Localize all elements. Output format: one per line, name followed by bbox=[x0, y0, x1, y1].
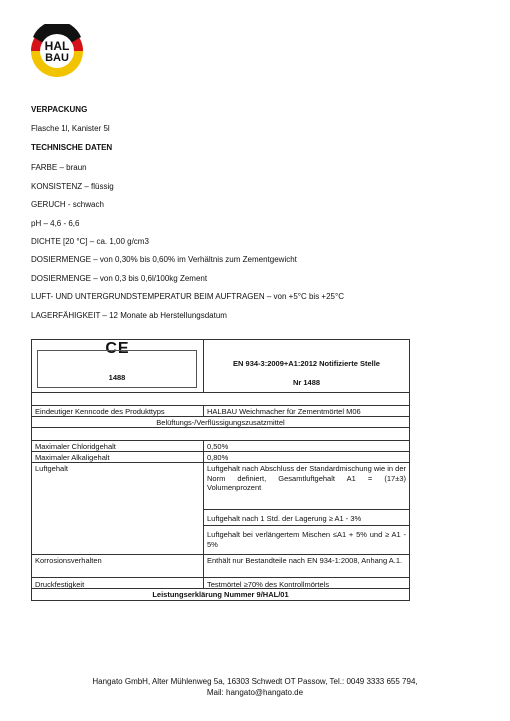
tech-heading: TECHNISCHE DATEN bbox=[31, 143, 113, 152]
tech-item-temperature: LUFT- UND UNTERGRUNDSTEMPERATUR BEIM AUFTRAGEN – von +5°C bis +25°C bbox=[31, 292, 344, 301]
packaging-text: Flasche 1l, Kanister 5l bbox=[31, 124, 110, 133]
packaging-heading: VERPACKUNG bbox=[31, 105, 88, 114]
ce-box bbox=[37, 350, 197, 388]
logo-text-bau: BAU bbox=[45, 52, 69, 64]
table-row bbox=[32, 440, 409, 451]
ce-number: 1488 bbox=[108, 372, 126, 382]
air-value-standard: Luftgehalt nach Abschluss der Standardmischung wie in der Norm definiert, Gesamtluftgehalt A1 = (17±3) Volumenprozent bbox=[207, 464, 406, 492]
value-cell: 0,80% bbox=[207, 453, 229, 462]
standard-text: EN 934-3:2009+A1:2012 Notifizierte Stelle bbox=[233, 359, 380, 368]
performance-table bbox=[31, 339, 410, 601]
halbau-logo bbox=[30, 24, 84, 78]
subtitle-row bbox=[32, 416, 409, 427]
spacer-row bbox=[32, 392, 409, 405]
tech-item-smell: GERUCH - schwach bbox=[31, 200, 104, 209]
tech-item-ph: pH – 4,6 - 6,6 bbox=[31, 219, 80, 228]
label-cell: Korrosionsverhalten bbox=[32, 555, 204, 577]
tech-item-density: DICHTE [20 °C] – ca. 1,00 g/cm3 bbox=[31, 237, 149, 246]
value-cell: Testmörtel ≥70% des Kontrollmörtels bbox=[207, 580, 330, 589]
air-value-storage: Luftgehalt nach 1 Std. der Lagerung ≥ A1 - 3% bbox=[207, 514, 362, 523]
air-value-mixing: Luftgehalt bei verlängertem Mischen ≤A1 + 5% und ≥ A1 - 5% bbox=[207, 530, 406, 549]
footer-address: Hangato GmbH, Alter Mühlenweg 5a, 16303 Schwedt OT Passow, Tel.: 0049 3333 655 794, bbox=[92, 677, 418, 686]
tech-item-dosage-percent: DOSIERMENGE – von 0,30% bis 0,60% im Verhältnis zum Zementgewicht bbox=[31, 255, 297, 264]
ce-mark: CE bbox=[105, 340, 130, 357]
spacer-row bbox=[32, 427, 409, 440]
logo-text-hal: HAL bbox=[44, 39, 70, 53]
table-row bbox=[32, 451, 409, 462]
label-cell: Druckfestigkeit bbox=[32, 578, 204, 588]
notified-body: Nr 1488 bbox=[292, 378, 321, 387]
label-cell: Maximaler Chloridgehalt bbox=[32, 441, 204, 451]
value-cell: Enthält nur Bestandteile nach EN 934-1:2008, Anhang A.1. bbox=[207, 556, 403, 565]
label-cell: Eindeutiger Kenncode des Produkttyps bbox=[32, 406, 204, 416]
table-row bbox=[32, 405, 409, 416]
ce-cell bbox=[32, 340, 204, 392]
value-cell: HALBAU Weichmacher für Zementmörtel M06 bbox=[207, 407, 361, 416]
tech-item-color: FARBE – braun bbox=[31, 163, 87, 172]
value-cell: 0,50% bbox=[207, 442, 229, 451]
ce-row bbox=[32, 340, 409, 392]
table-row bbox=[32, 577, 409, 588]
standard-cell bbox=[204, 340, 409, 392]
tech-item-dosage-volume: DOSIERMENGE – von 0,3 bis 0,6l/100kg Zement bbox=[31, 274, 208, 283]
subtitle-cell: Belüftungs-/Verflüssigungszusatzmittel bbox=[156, 418, 285, 427]
tech-item-consistency: KONSISTENZ – flüssig bbox=[31, 182, 114, 191]
declaration-cell: Leistungserklärung Nummer 9/HAL/01 bbox=[152, 590, 289, 599]
declaration-row bbox=[32, 588, 409, 600]
air-label: Luftgehalt bbox=[32, 463, 204, 554]
footer-mail: Mail: hangato@hangato.de bbox=[206, 688, 304, 697]
air-content-row bbox=[32, 462, 409, 554]
table-row bbox=[32, 554, 409, 577]
label-cell: Maximaler Alkaligehalt bbox=[32, 452, 204, 462]
tech-item-shelf-life: LAGERFÄHIGKEIT – 12 Monate ab Herstellungsdatum bbox=[31, 311, 227, 320]
